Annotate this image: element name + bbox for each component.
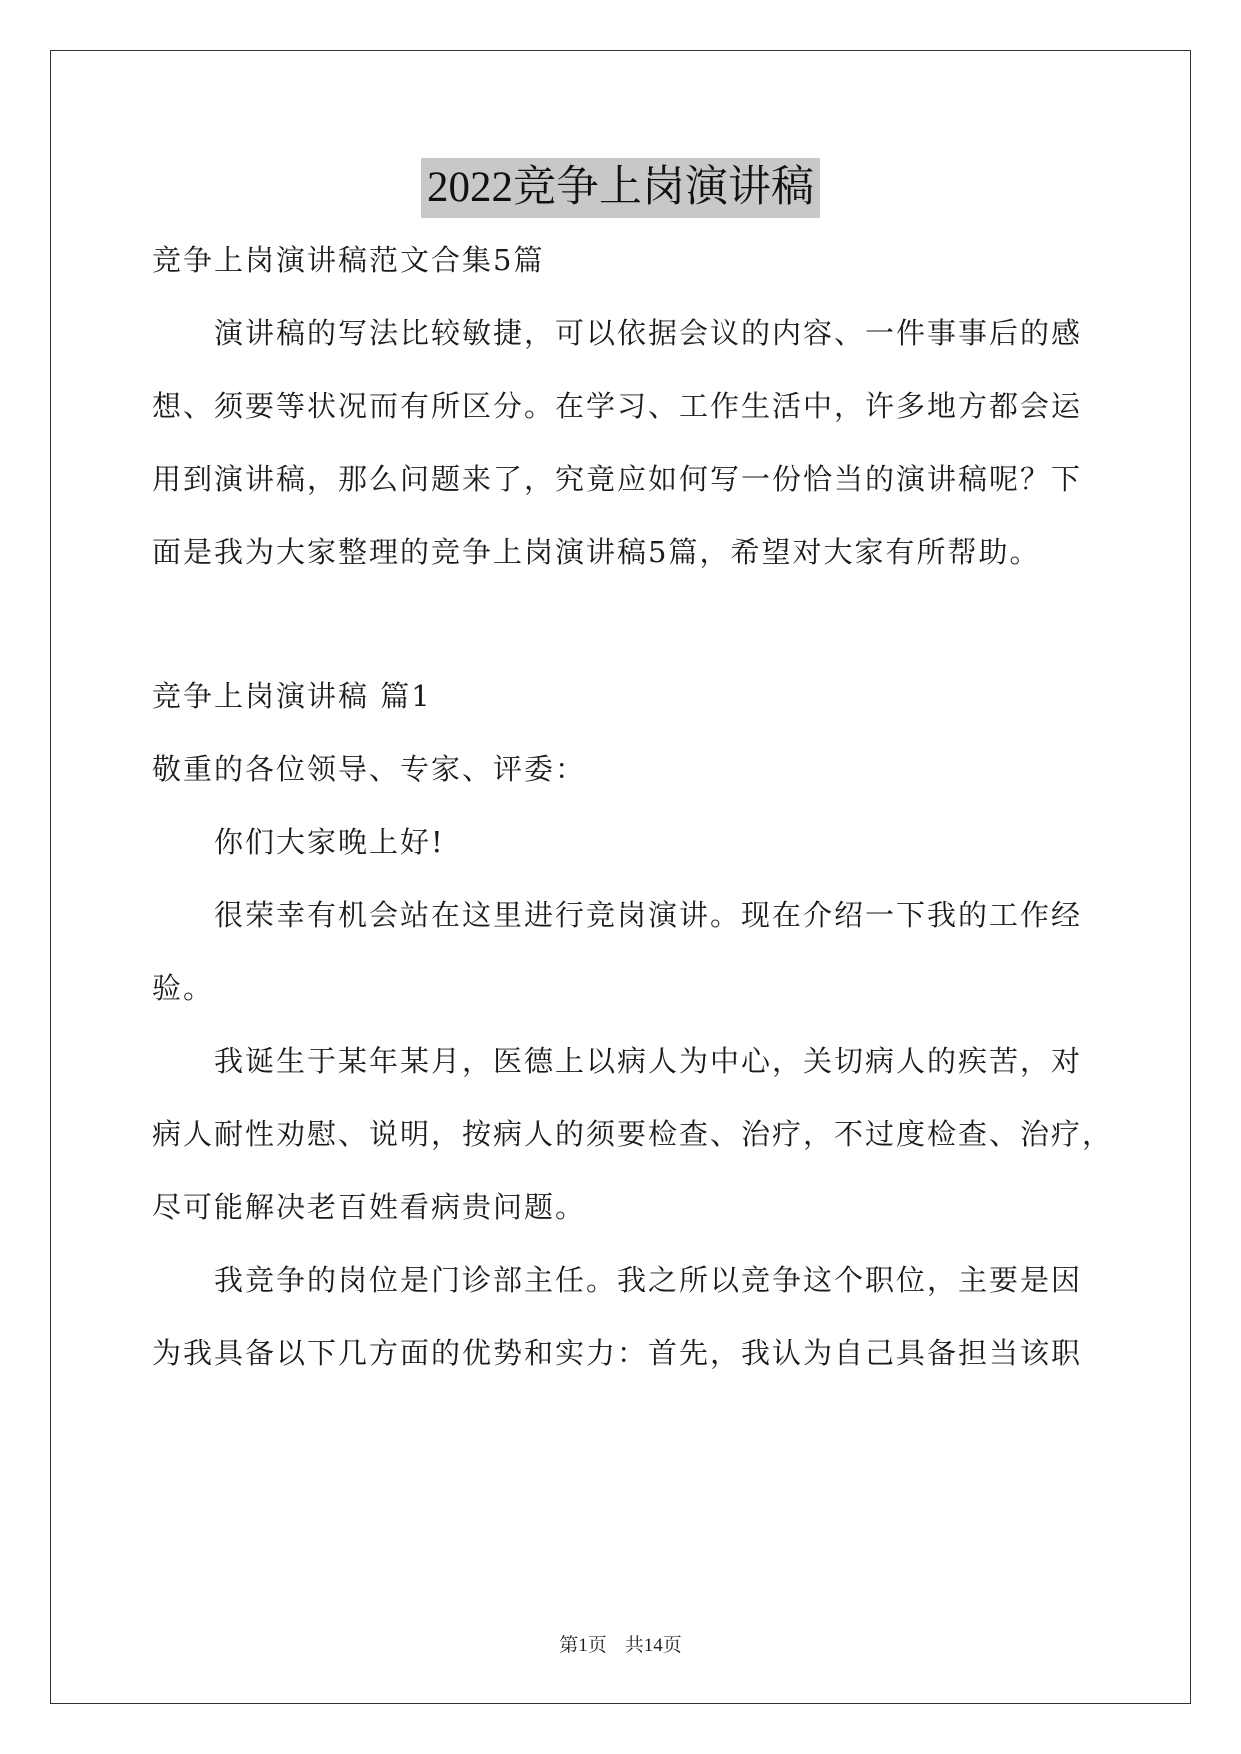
paragraph-line: 病人耐性劝慰、说明，按病人的须要检查、治疗，不过度检查、治疗， — [152, 1117, 1114, 1151]
paragraph-line: 面是我为大家整理的竞争上岗演讲稿5篇，希望对大家有所帮助。 — [152, 535, 1041, 569]
paragraph-line: 我竞争的岗位是门诊部主任。我之所以竞争这个职位，主要是因 — [214, 1263, 1083, 1297]
document-title: 2022竞争上岗演讲稿 — [421, 158, 820, 218]
page-number-current: 第1页 — [559, 1635, 607, 1656]
salutation-line: 敬重的各位领导、专家、评委： — [152, 752, 587, 786]
paragraph-line: 尽可能解决老百姓看病贵问题。 — [152, 1190, 587, 1224]
paragraph-line: 为我具备以下几方面的优势和实力：首先，我认为自己具备担当该职 — [152, 1336, 1083, 1370]
page-number-total: 共14页 — [624, 1635, 682, 1656]
greeting-line: 你们大家晚上好! — [214, 825, 445, 859]
paragraph-line: 演讲稿的写法比较敏捷，可以依据会议的内容、一件事事后的感 — [214, 316, 1083, 350]
page-border — [50, 50, 1191, 1704]
document-title-wrapper — [0, 158, 1241, 218]
paragraph-line: 验。 — [152, 971, 215, 1005]
paragraph-line: 我诞生于某年某月，医德上以病人为中心，关切病人的疾苦，对 — [214, 1044, 1083, 1078]
paragraph-line: 想、须要等状况而有所区分。在学习、工作生活中，许多地方都会运 — [152, 389, 1083, 423]
page-footer — [0, 1634, 1241, 1658]
section-heading: 竞争上岗演讲稿 篇1 — [152, 679, 432, 713]
subtitle-line: 竞争上岗演讲稿范文合集5篇 — [152, 243, 545, 277]
paragraph-line: 很荣幸有机会站在这里进行竞岗演讲。现在介绍一下我的工作经 — [214, 898, 1083, 932]
paragraph-line: 用到演讲稿，那么问题来了，究竟应如何写一份恰当的演讲稿呢？下 — [152, 462, 1083, 496]
